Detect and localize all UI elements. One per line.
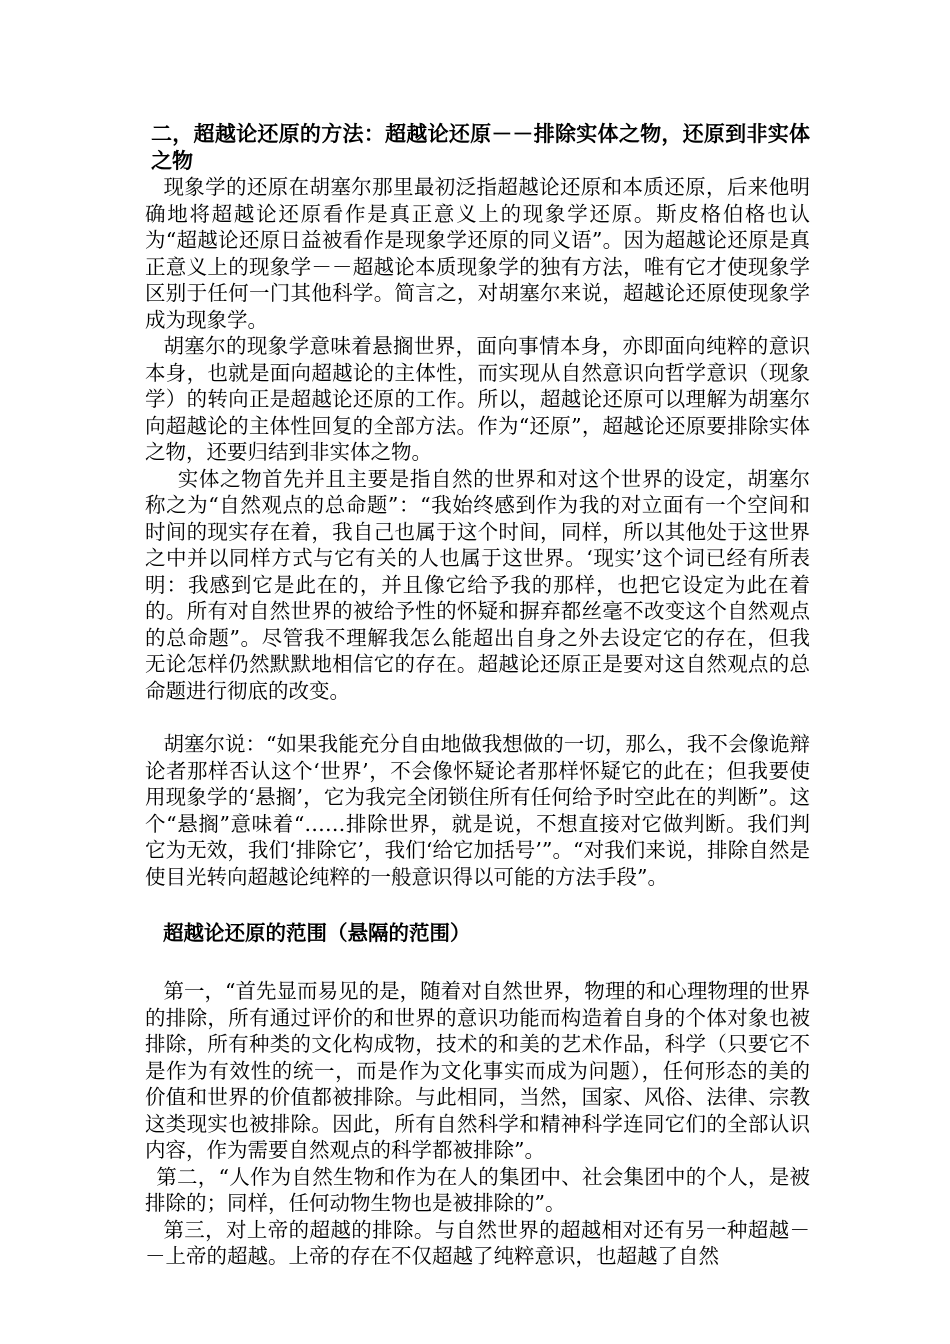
- subheading: 超越论还原的范围（悬隔的范围）: [163, 921, 471, 945]
- section-heading: 二，超越论还原的方法：超越论还原－－排除实体之物，还原到非实体之物: [151, 121, 810, 173]
- paragraph-1: 现象学的还原在胡塞尔那里最初泛指超越论还原和本质还原，后来他明确地将超越论还原看作是真正意义上的现象学还原。斯皮格伯格也认为“超越论还原日益被看作是现象学还原的同义语”。因为超越论还原是真正意义上的现象学－－超越论本质现象学的独有方法，唯有它才使现象学区别于任何一门其他科学。简言之，对胡塞尔来说，超越论还原使现象学成为现象学。: [145, 175, 810, 332]
- paragraph-2: 胡塞尔的现象学意味着悬搁世界，面向事情本身，亦即面向纯粹的意识本身，也就是面向超越论的主体性，而实现从自然意识向哲学意识（现象学）的转向正是超越论还原的工作。所以，超越论还原可以理解为胡塞尔向超越论的主体性回复的全部方法。作为“还原”，超越论还原要排除实体之物，还要归结到非实体之物。: [145, 334, 810, 464]
- paragraph-6: 第二，“人作为自然生物和作为在人的集团中、社会集团中的个人，是被排除的；同样，任何动物生物也是被排除的”。: [145, 1164, 810, 1215]
- paragraph-4: 胡塞尔说：“如果我能充分自由地做我想做的一切，那么，我不会像诡辩论者那样否认这个‘世界’，不会像怀疑论者那样怀疑它的此在；但我要使用现象学的‘悬搁’，它为我完全闭锁住所有任何给予时空此在的判断”。这个“悬搁”意味着“……排除世界，就是说，不想直接对它做判断。我们判它为无效，我们‘排除它’，我们‘给它加括号’”。“对我们来说，排除自然是使目光转向超越论纯粹的一般意识得以可能的方法手段”。: [145, 732, 810, 889]
- document-page: [145, 120, 810, 1270]
- paragraph-7: 第三，对上帝的超越的排除。与自然世界的超越相对还有另一种超越－－上帝的超越。上帝的存在不仅超越了纯粹意识，也超越了自然: [145, 1217, 810, 1268]
- paragraph-5: 第一，“首先显而易见的是，随着对自然世界，物理的和心理物理的世界的排除，所有通过评价的和世界的意识功能而构造着自身的个体对象也被排除，所有种类的文化构成物，技术的和美的艺术作品，科学（只要它不是作为有效性的统一，而是作为文化事实而成为问题），任何形态的美的价值和世界的价值都被排除。与此相同，当然，国家、风俗、法律、宗教这类现实也被排除。因此，所有自然科学和精神科学连同它们的全部认识内容，作为需要自然观点的科学都被排除”。: [145, 979, 810, 1162]
- paragraph-3: 实体之物首先并且主要是指自然的世界和对这个世界的设定，胡塞尔称之为“自然观点的总命题”：“我始终感到作为我的对立面有一个空间和时间的现实存在着，我自己也属于这个时间，同样，所以其他处于这世界之中并以同样方式与它有关的人也属于这世界。‘现实’这个词已经有所表明：我感到它是此在的，并且像它给予我的那样，也把它设定为此在着的。所有对自然世界的被给予性的怀疑和摒弃都丝毫不改变这个自然观点的总命题”。尽管我不理解我怎么能超出自身之外去设定它的存在，但我无论怎样仍然默默地相信它的存在。超越论还原正是要对这自然观点的总命题进行彻底的改变。: [145, 466, 810, 703]
